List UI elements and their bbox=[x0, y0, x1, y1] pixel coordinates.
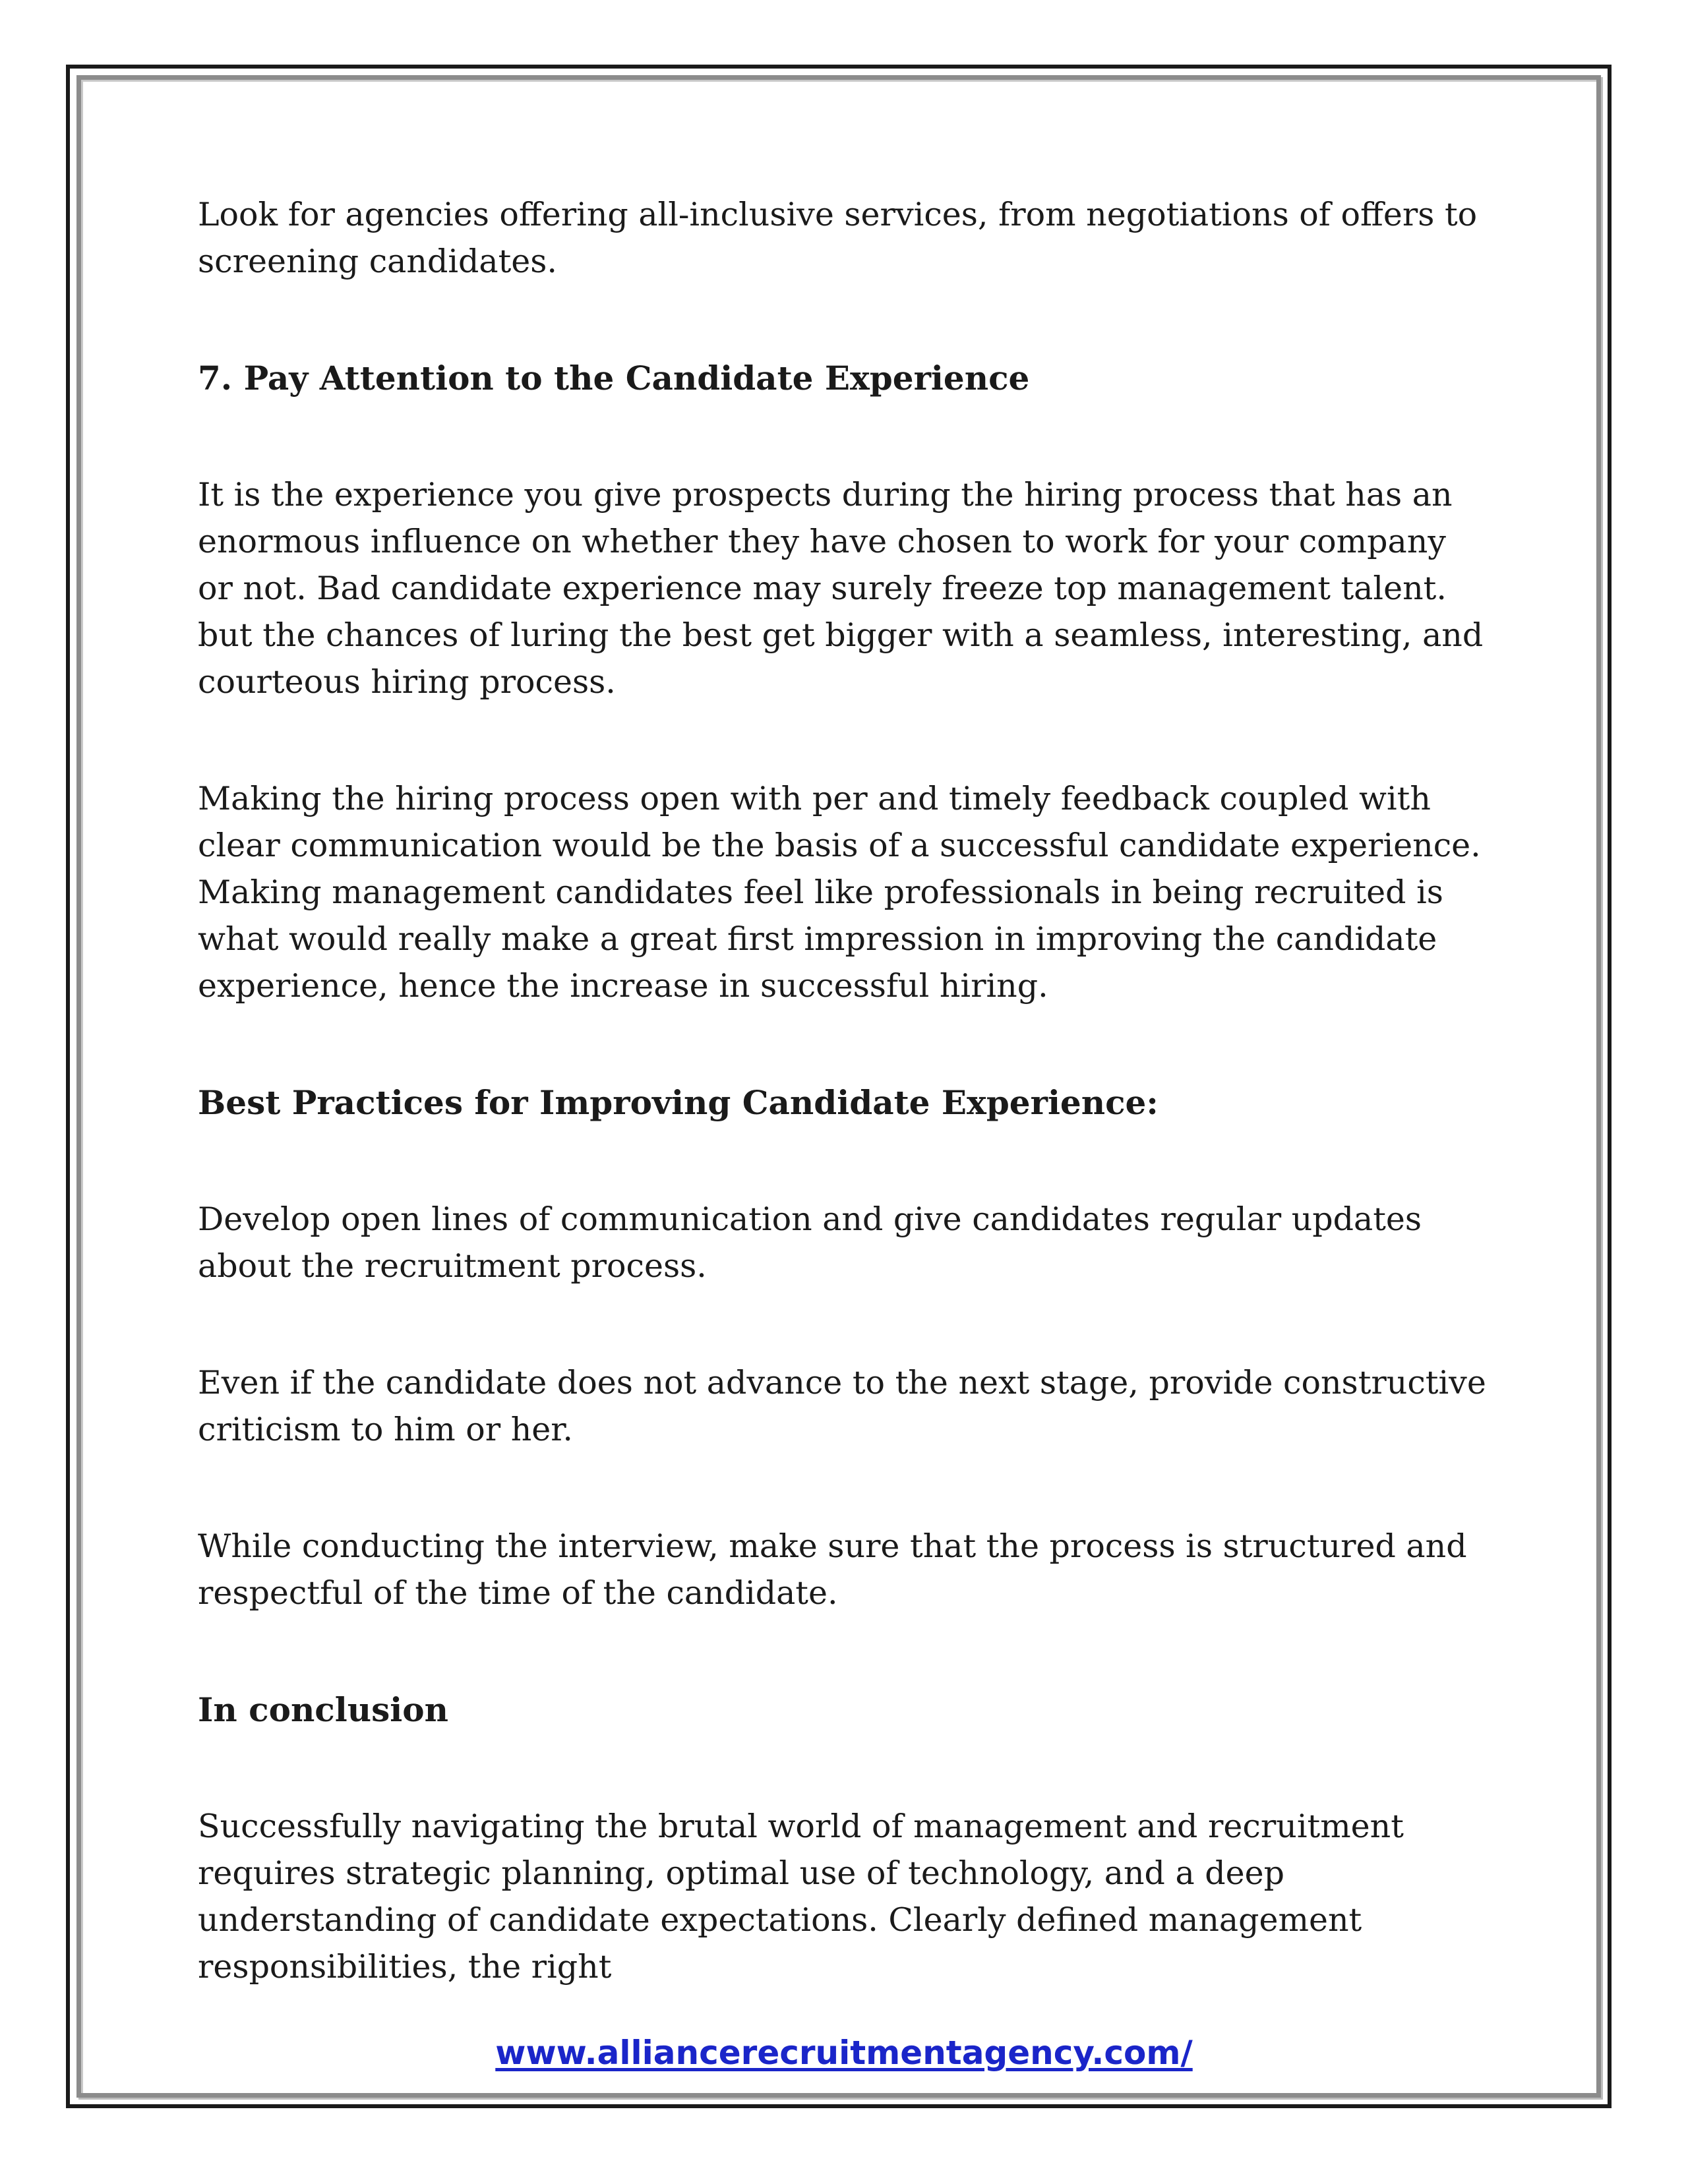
paragraph-open-communication: Develop open lines of communication and give candidates regular updates about the recruitment process. bbox=[198, 1200, 1422, 1285]
paragraph-open-hiring-process: Making the hiring process open with per and timely feedback coupled with clear communication would be the basis of a successful candidate experience. Making management candidates feel like professionals in being recruited is what would really make a great first impression in improving the candidate experience, hence the increase in successful hiring. bbox=[198, 780, 1481, 1005]
website-link[interactable]: www.alliancerecruitmentagency.com/ bbox=[495, 2034, 1193, 2072]
heading-conclusion: In conclusion bbox=[198, 1690, 448, 1729]
heading-candidate-experience: 7. Pay Attention to the Candidate Experience bbox=[198, 359, 1030, 398]
paragraph-agencies-services: Look for agencies offering all-inclusive services, from negotiations of offers to screening candidates. bbox=[198, 196, 1478, 280]
paragraph-constructive-criticism: Even if the candidate does not advance to the next stage, provide constructive criticism to him or her. bbox=[198, 1364, 1486, 1448]
heading-best-practices: Best Practices for Improving Candidate Experience: bbox=[198, 1083, 1159, 1122]
paragraph-conclusion: Successfully navigating the brutal world of management and recruitment requires strategic planning, optimal use of technology, and a deep understanding of candidate expectations. Clearly defined management responsibilities, the right bbox=[198, 1808, 1404, 1986]
paragraph-experience-influence: It is the experience you give prospects during the hiring process that has an enormous influence on whether they have chosen to work for your company or not. Bad candidate experience may surely freeze top management talent. but the chances of luring the best get bigger with a seamless, interesting, and courteous hiring process. bbox=[198, 476, 1484, 701]
document-body bbox=[198, 191, 1490, 1990]
paragraph-structured-interview: While conducting the interview, make sure that the process is structured and respectful of the time of the candidate. bbox=[198, 1527, 1467, 1612]
